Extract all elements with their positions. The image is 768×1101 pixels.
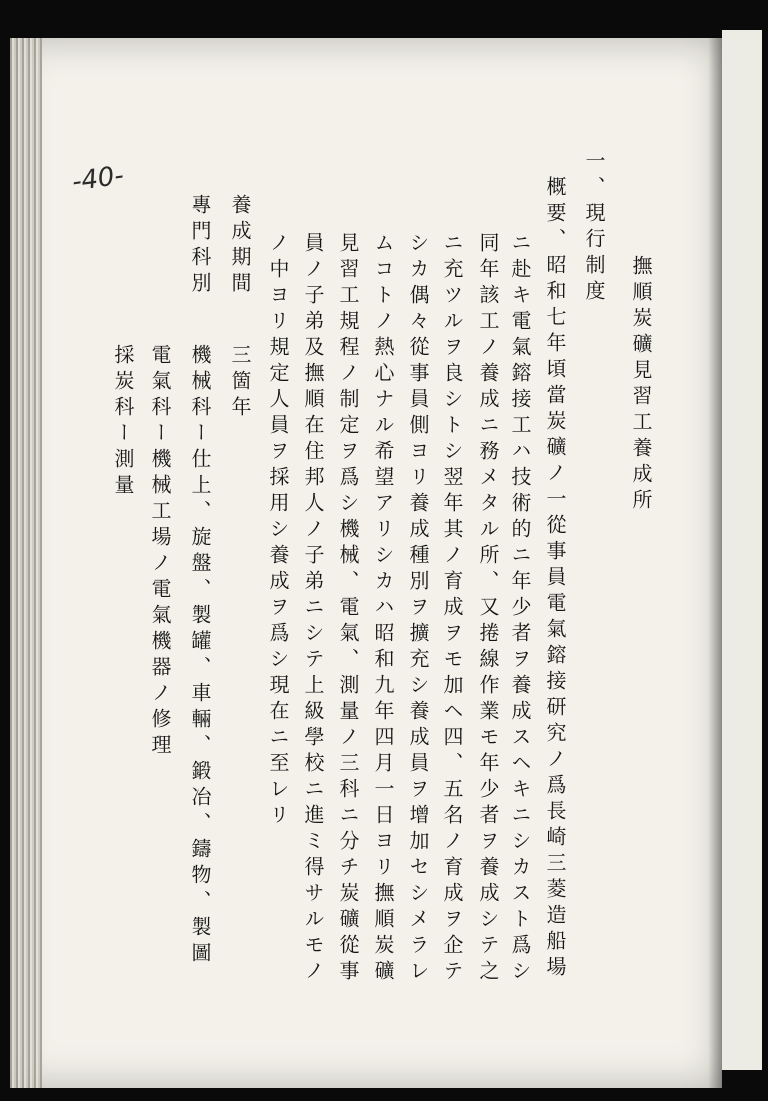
body-line-1: 概要、昭和七年頃當炭礦ノ一從事員電氣鎔接研究ノ爲長崎三菱造船場	[543, 176, 567, 982]
page-number: -40-	[70, 160, 126, 198]
document-page	[10, 38, 722, 1088]
body-line-4: ニ充ツルヲ良シトシ翌年其ノ育成ヲモ加ヘ四、五名ノ育成ヲ企テ	[440, 232, 464, 986]
training-period-value: 三箇年	[228, 344, 252, 422]
specialty-label: 專門科別	[188, 194, 212, 298]
adjacent-page-strip	[722, 30, 762, 1070]
body-line-5: シカ偶々從事員側ヨリ養成種別ヲ擴充シ養成員ヲ增加セシメラレ	[406, 232, 430, 986]
gutter-shadow	[708, 38, 722, 1088]
body-line-7: 見習工規程ノ制定ヲ爲シ機械、電氣、測量ノ三科ニ分チ炭礦從事	[336, 232, 360, 986]
training-period-label: 養成期間	[228, 194, 252, 298]
body-line-8: 員ノ子弟及撫順在住邦人ノ子弟ニシテ上級學校ニ進ミ得サルモノ	[301, 232, 325, 986]
specialty-mining: 採炭科ー測量	[111, 344, 135, 500]
specialty-electrical: 電氣科ー機械工場ノ電氣機器ノ修理	[148, 344, 172, 760]
body-line-6: ムコトノ熱心ナル希望アリシカハ昭和九年四月一日ヨリ撫順炭礦	[371, 232, 395, 986]
specialty-machinery: 機械科ー仕上、旋盤、製罐、車輛、鍛冶、鑄物、製圖	[188, 344, 212, 968]
body-line-2: ニ赴キ電氣鎔接工ハ技術的ニ年少者ヲ養成スヘキニシカスト爲シ	[508, 232, 532, 986]
section-heading: 一、現行制度	[582, 150, 606, 306]
body-line-9: ノ中ヨリ規定人員ヲ採用シ養成ヲ爲シ現在ニ至レリ	[266, 232, 290, 830]
document-title: 撫順炭礦見習工養成所	[629, 255, 653, 515]
page-edge	[10, 38, 42, 1088]
body-line-3: 同年該工ノ養成ニ務メタル所、又捲線作業モ年少者ヲ養成シテ之	[476, 232, 500, 986]
